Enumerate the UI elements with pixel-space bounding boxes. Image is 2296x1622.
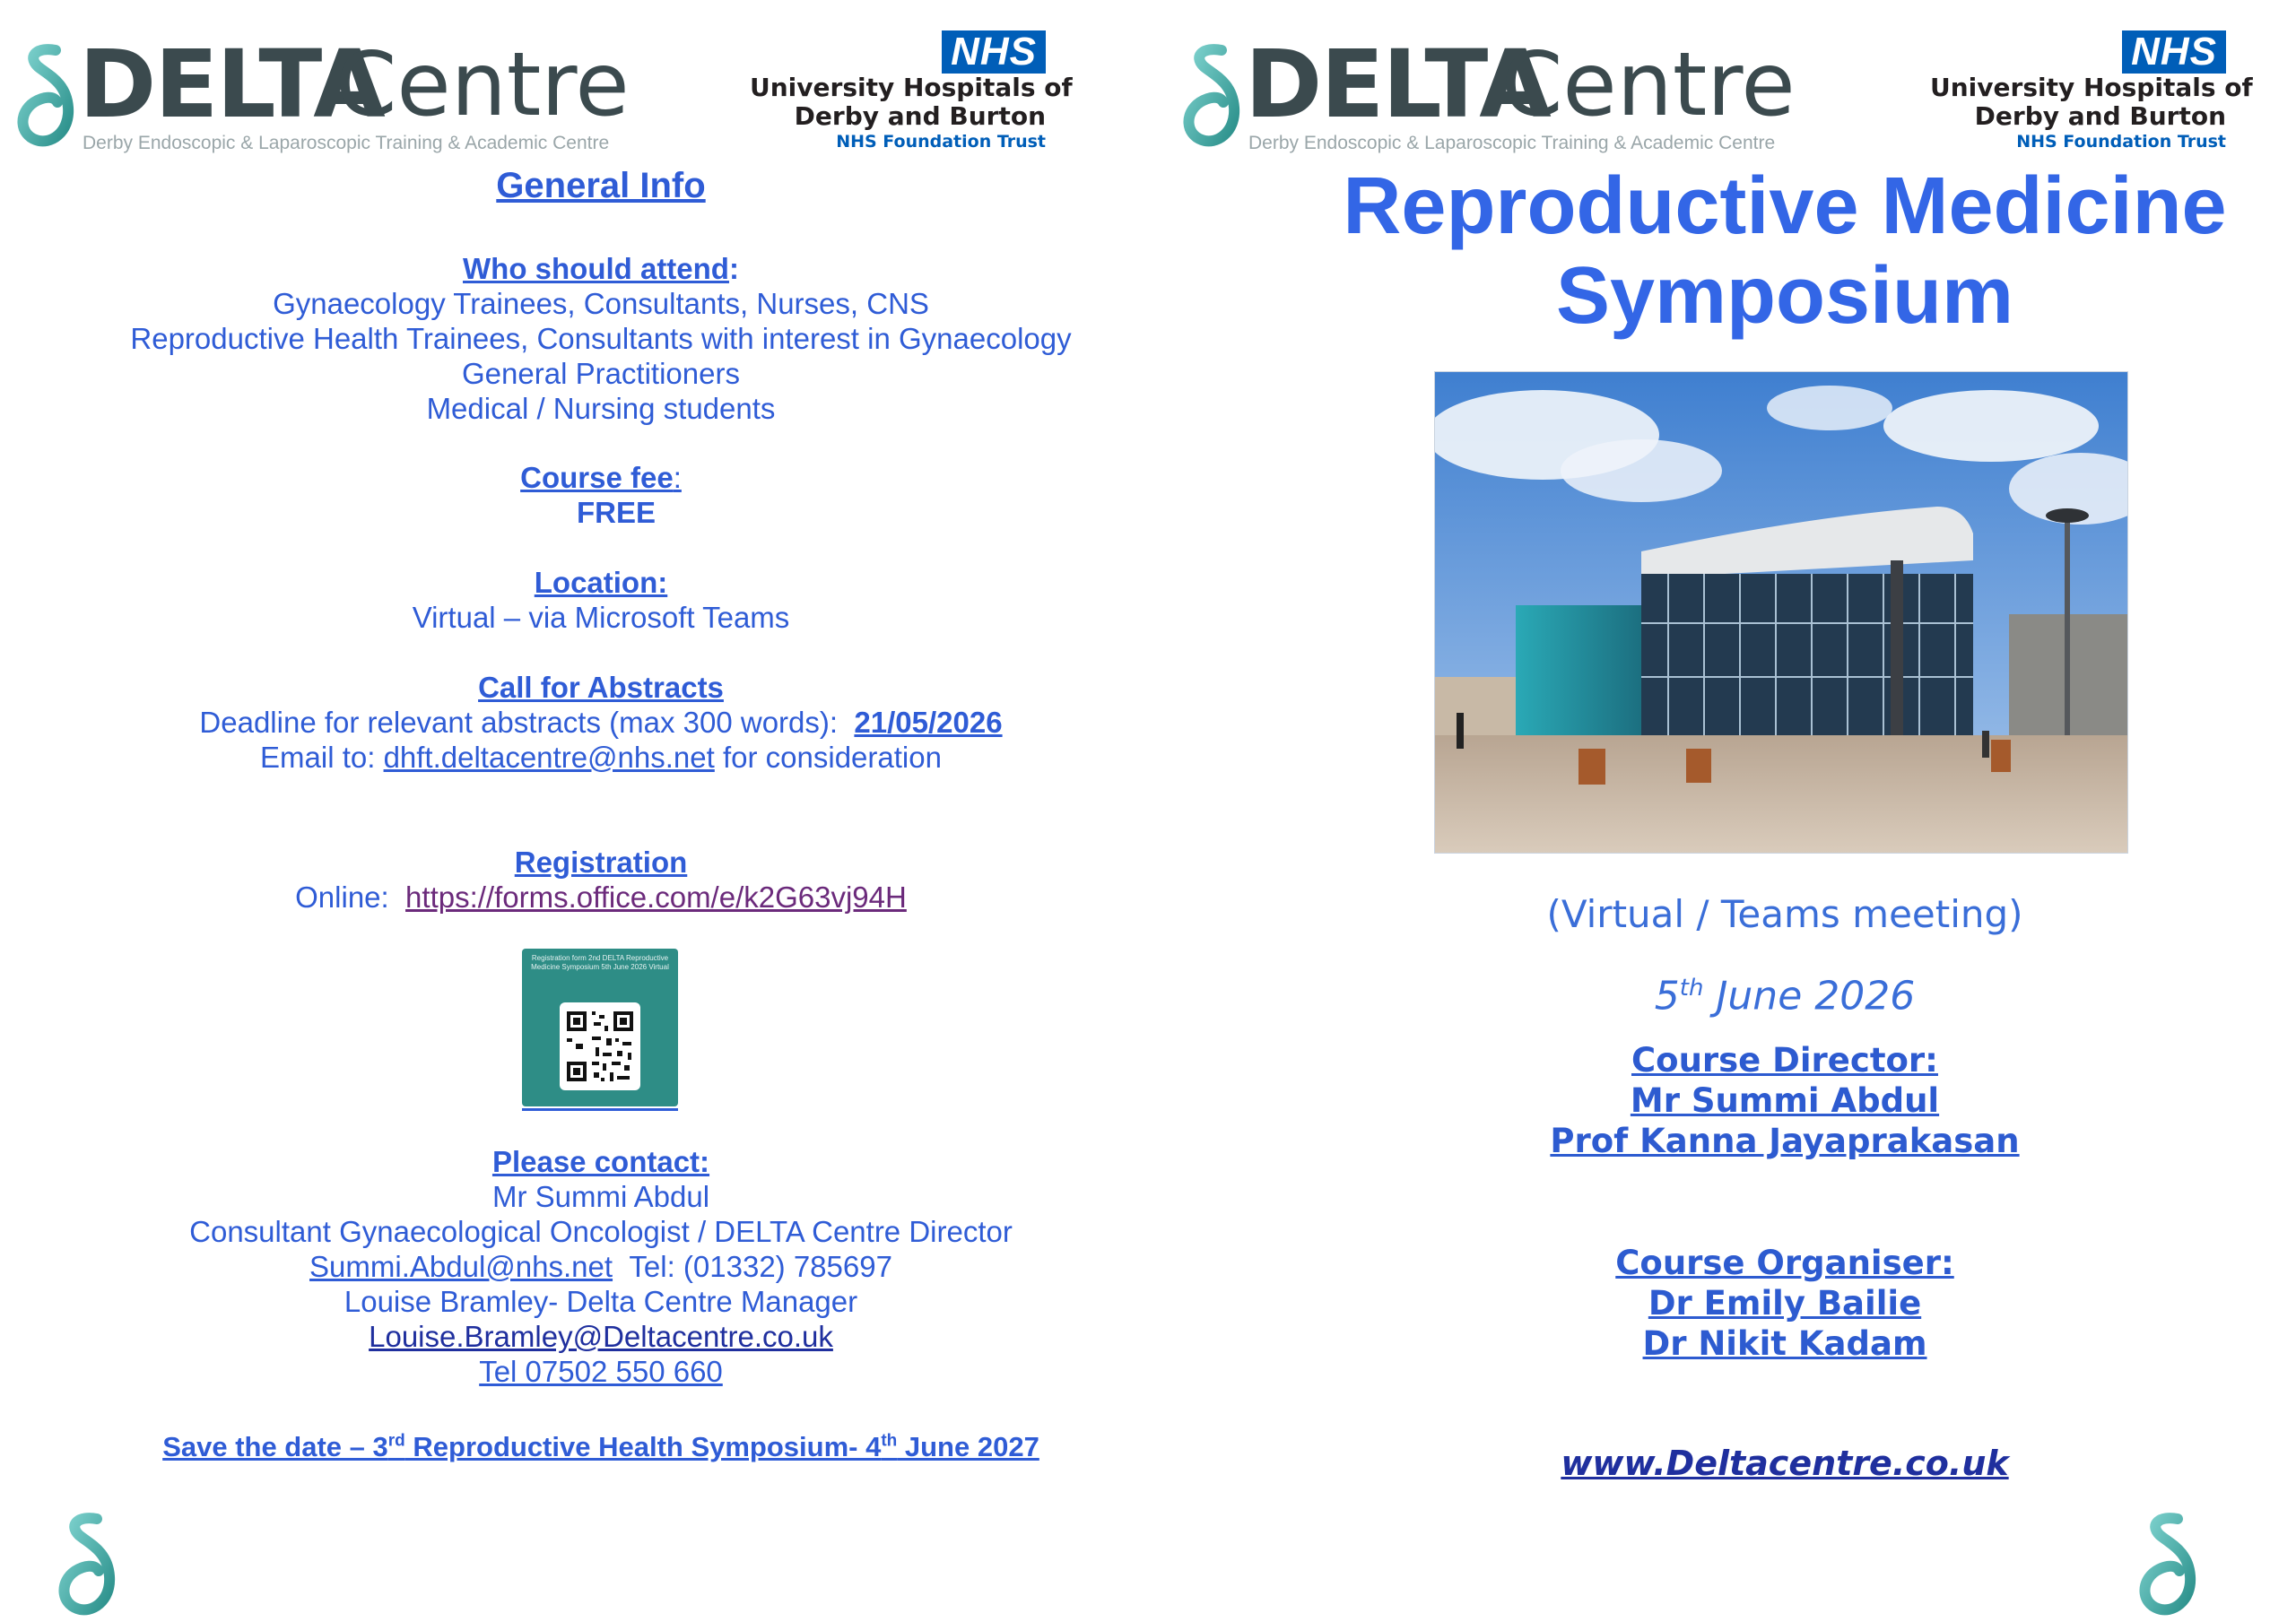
deadline-text: Deadline for relevant abstracts (max 300 words): — [199, 706, 839, 739]
hospital-building-image — [1435, 372, 2127, 853]
save-date-sup1: rd — [387, 1432, 405, 1451]
save-the-date — [0, 1424, 1202, 1464]
location-section — [0, 565, 1202, 635]
qr-link-underline — [522, 1108, 678, 1111]
event-title — [1292, 161, 2278, 341]
contact-section — [0, 1144, 1202, 1389]
organiser-name[interactable]: Dr Nikit Kadam — [1642, 1324, 1927, 1363]
who-colon: : — [728, 252, 739, 285]
general-info-title: General Info — [496, 166, 706, 205]
manager-tel-link[interactable]: Tel 07502 550 660 — [479, 1355, 723, 1388]
online-label: Online: — [295, 880, 389, 914]
course-organiser-section — [1292, 1243, 2278, 1364]
course-organiser-heading: Course Organiser: — [1615, 1244, 1954, 1282]
event-date-day: 5 — [1654, 973, 1680, 1019]
who-should-attend-heading: Who should attend — [463, 252, 729, 285]
who-should-attend-section — [0, 251, 1202, 426]
centre-wordmark: Centre — [1501, 34, 1796, 136]
nhs-name-line1: University Hospitals of — [1930, 73, 2253, 102]
registration-heading: Registration — [514, 846, 688, 879]
event-title-line1: Reproductive Medicine — [1343, 161, 2227, 251]
delta-wordmark: DELTA — [1245, 30, 1550, 139]
email-prefix: Email to: — [260, 741, 376, 774]
nhs-trust-line: NHS Foundation Trust — [2016, 132, 2226, 152]
director-name[interactable]: Mr Summi Abdul — [1630, 1081, 1940, 1120]
delta-swirl-icon — [2133, 1512, 2205, 1619]
attendee-line: Gynaecology Trainees, Consultants, Nurses, CNS — [273, 287, 929, 320]
attendee-line: Medical / Nursing students — [426, 392, 776, 425]
nhs-name-line1: University Hospitals of — [750, 73, 1073, 102]
contact-name: Mr Summi Abdul — [491, 1180, 710, 1213]
nhs-logo-left — [750, 30, 1073, 156]
qr-code-icon — [560, 1002, 640, 1090]
qr-code — [560, 1002, 640, 1090]
save-date-sup2: th — [881, 1432, 898, 1451]
website-link[interactable]: www.Deltacentre.co.uk — [1561, 1444, 2009, 1483]
event-date-sup: th — [1679, 975, 1704, 1002]
course-director-heading: Course Director: — [1631, 1041, 1938, 1080]
call-for-abstracts-heading: Call for Abstracts — [478, 671, 724, 704]
general-info-heading — [0, 165, 1202, 206]
deadline-date: 21/05/2026 — [854, 706, 1003, 739]
manager-email-link[interactable]: Louise.Bramley@Deltacentre.co.uk — [369, 1320, 833, 1353]
course-fee-value: FREE — [576, 496, 656, 529]
delta-tagline: Derby Endoscopic & Laparoscopic Training & Academic Centre — [1248, 133, 1776, 153]
location-heading: Location: — [534, 566, 668, 599]
delta-tagline: Derby Endoscopic & Laparoscopic Training & Academic Centre — [83, 133, 610, 153]
nhs-trust-line: NHS Foundation Trust — [836, 132, 1046, 152]
nhs-logo-right — [1930, 30, 2253, 156]
manager-name: Louise Bramley- Delta Centre Manager — [344, 1285, 858, 1318]
location-value: Virtual – via Microsoft Teams — [412, 601, 790, 634]
abstract-email-link[interactable]: dhft.deltacentre@nhs.net — [383, 741, 715, 774]
save-date-part1: Save the date – 3 — [162, 1431, 388, 1463]
delta-wordmark: DELTA — [79, 30, 384, 139]
attendee-line: General Practitioners — [462, 357, 740, 390]
delta-centre-logo-right — [1177, 30, 1796, 158]
website-section — [1292, 1444, 2278, 1485]
nhs-name-line2: Derby and Burton — [794, 101, 1046, 131]
delta-swirl-icon — [1177, 43, 1248, 151]
organiser-name[interactable]: Dr Emily Bailie — [1648, 1284, 1922, 1323]
event-title-line2: Symposium — [1555, 251, 2014, 341]
centre-wordmark: Centre — [335, 34, 630, 136]
event-date-rest: June 2026 — [1703, 973, 1916, 1019]
save-date-part3: June 2027 — [897, 1431, 1039, 1463]
attendee-line: Reproductive Health Trainees, Consultants with interest in Gynaecology — [130, 322, 1072, 355]
course-fee-heading: Course fee — [520, 461, 674, 494]
contact-role: Consultant Gynaecological Oncologist / DELTA Centre Director — [189, 1215, 1013, 1248]
save-date-part2: Reproductive Health Symposium- 4 — [404, 1431, 882, 1463]
registration-form-link[interactable]: https://forms.office.com/e/k2G63vj94H — [405, 880, 907, 914]
contact-email-link[interactable]: Summi.Abdul@nhs.net — [309, 1250, 613, 1283]
contact-heading: Please contact: — [491, 1145, 710, 1178]
director-name[interactable]: Prof Kanna Jayaprakasan — [1550, 1122, 2020, 1160]
registration-qr-card[interactable] — [522, 949, 678, 1106]
delta-swirl-icon — [52, 1512, 124, 1619]
nhs-badge: NHS — [942, 30, 1046, 74]
qr-caption: Registration form 2nd DELTA Reproductive Medicine Symposium 5th June 2026 Virtual — [531, 954, 669, 971]
building-photo — [1434, 371, 2128, 854]
nhs-name-line2: Derby and Burton — [1974, 101, 2226, 131]
course-director-section — [1292, 1040, 2278, 1161]
registration-section — [0, 845, 1202, 915]
nhs-badge: NHS — [2122, 30, 2226, 74]
event-date — [1292, 963, 2278, 1022]
meeting-type: (Virtual / Teams meeting) — [1546, 892, 2023, 936]
course-fee-section — [0, 460, 1202, 530]
call-for-abstracts-section — [0, 670, 1202, 775]
delta-swirl-icon — [11, 43, 83, 151]
delta-centre-logo-left — [11, 30, 630, 158]
contact-tel: Tel: (01332) 785697 — [629, 1250, 892, 1283]
fee-colon: : — [673, 461, 682, 494]
email-suffix: for consideration — [722, 741, 942, 774]
